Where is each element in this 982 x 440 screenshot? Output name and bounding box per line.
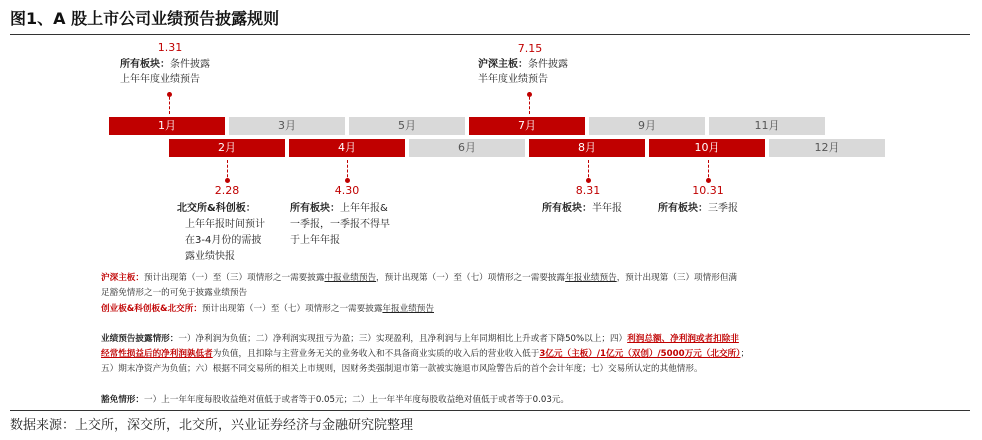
rule-sit-line1 [101, 332, 739, 346]
note-jan-text2: 上年年度业绩预告 [120, 74, 200, 85]
date-jul: 7.15 [517, 42, 543, 55]
rule-sh-label: 沪深主板： [101, 273, 144, 283]
month-aug: 8月 [529, 139, 645, 157]
rule-sh-text-e: ，预计出现第（三）项情形但满 [616, 273, 738, 283]
rule-sit-label: 业绩预告披露情形： [101, 334, 179, 344]
note-oct-board: 所有板块： [658, 203, 708, 214]
dot-jan [167, 92, 172, 97]
dot-aug [586, 178, 591, 183]
month-sep: 9月 [589, 117, 705, 135]
note-feb-line3: 露业绩快报 [185, 251, 235, 262]
note-jan-text1: 条件披露 [170, 59, 210, 70]
note-feb-line1: 上年年报时间预计 [185, 219, 265, 230]
note-oct [658, 201, 738, 216]
month-may: 5月 [349, 117, 465, 135]
rule-sh-line2: 足豁免情形之一的可免于披露业绩预告 [101, 288, 248, 298]
note-feb-line2: 在3-4月份的需披 [185, 235, 262, 246]
note-jul [478, 57, 568, 87]
rule-sit-threshold: 3亿元（主板）/1亿元（双创）/5000万元（北交所） [539, 349, 741, 359]
note-aug-board: 所有板块： [542, 203, 592, 214]
month-jan: 1月 [109, 117, 225, 135]
month-nov: 11月 [709, 117, 825, 135]
note-aug-text1: 半年报 [592, 203, 622, 214]
rule-sh-text-c: ，预计出现第（一）至（七）项情形之一需要披露 [376, 273, 566, 283]
month-feb: 2月 [169, 139, 285, 157]
rule-cy-text: 预计出现第（一）至（七）项情形之一需要披露 [201, 304, 383, 314]
rule-ex-text: 一）上一年年度每股收益绝对值低于或者等于0.05元；二）上一年半年度每股收益绝对值低于或者等于0.03元。 [143, 395, 569, 405]
month-jul: 7月 [469, 117, 585, 135]
month-oct: 10月 [649, 139, 765, 157]
dot-oct [706, 178, 711, 183]
note-apr-line2: 于上年年报 [290, 235, 340, 246]
note-oct-text1: 三季报 [708, 203, 738, 214]
rule-ex-line [101, 393, 569, 407]
note-feb [177, 201, 265, 265]
source-note: 数据来源：上交所，深交所，北交所，兴业证券经济与金融研究院整理 [10, 418, 414, 433]
month-jun: 6月 [409, 139, 525, 157]
dot-jul [527, 92, 532, 97]
rule-ex-label: 豁免情形： [101, 395, 144, 405]
rule-sh-annual: 年报业绩预告 [565, 273, 617, 283]
month-mar: 3月 [229, 117, 345, 135]
date-apr: 4.30 [334, 184, 360, 197]
source-rule [10, 410, 970, 411]
rule-cy-annual: 年报业绩预告 [382, 304, 434, 314]
rule-sh-interim: 中报业绩预告 [324, 273, 377, 283]
date-jan: 1.31 [157, 41, 183, 54]
dot-apr [345, 178, 350, 183]
rule-sit-line3: 五）期末净资产为负值；六）根据不同交易所的相关上市规则，因财务类强制退市第一款被实施退市风险警告后的首个会计年度；七）交易所认定的其他情形。 [101, 364, 703, 374]
date-feb: 2.28 [214, 184, 240, 197]
note-jan [120, 57, 210, 87]
rule-cy-line [101, 302, 434, 316]
rule-sh-line1 [101, 271, 737, 285]
rule-cy-label: 创业板&科创板&北交所： [101, 304, 202, 314]
note-jul-board: 沪深主板： [478, 59, 528, 70]
note-jul-text2: 半年度业绩预告 [478, 74, 548, 85]
rule-sit-text-a: 一）净利润为负值；二）净利润实现扭亏为盈；三）实现盈利，且净利润与上年同期相比上升或者下降50%以上；四） [178, 334, 628, 344]
date-aug: 8.31 [575, 184, 601, 197]
figure-title: 图1、A 股上市公司业绩预告披露规则 [10, 9, 280, 28]
date-oct: 10.31 [692, 184, 724, 197]
note-jul-text1: 条件披露 [528, 59, 568, 70]
note-apr-line1: 一季报，一季报不得早 [290, 219, 390, 230]
note-apr-text1: 上年年报& [340, 203, 388, 214]
note-feb-board: 北交所&科创板： [177, 203, 256, 214]
note-apr [290, 201, 390, 249]
rule-sit-text-b: 为负值，且扣除与主营业务无关的业务收入和不具备商业实质的收入后的营业收入低于 [212, 349, 540, 359]
note-aug [542, 201, 622, 216]
rule-sit-profit: 利润总额、净利润或者扣除非 [627, 334, 739, 344]
month-dec: 12月 [769, 139, 885, 157]
rule-sh-text-a: 预计出现第（一）至（三）项情形之一需要披露 [143, 273, 325, 283]
month-apr: 4月 [289, 139, 405, 157]
dot-feb [225, 178, 230, 183]
note-jan-board: 所有板块： [120, 59, 170, 70]
rule-sit-netprofit: 经常性损益后的净利润孰低者 [101, 349, 213, 359]
note-apr-board: 所有板块： [290, 203, 340, 214]
rule-sit-line2 [101, 347, 749, 361]
rule-sit-semicolon: ； [740, 349, 750, 359]
